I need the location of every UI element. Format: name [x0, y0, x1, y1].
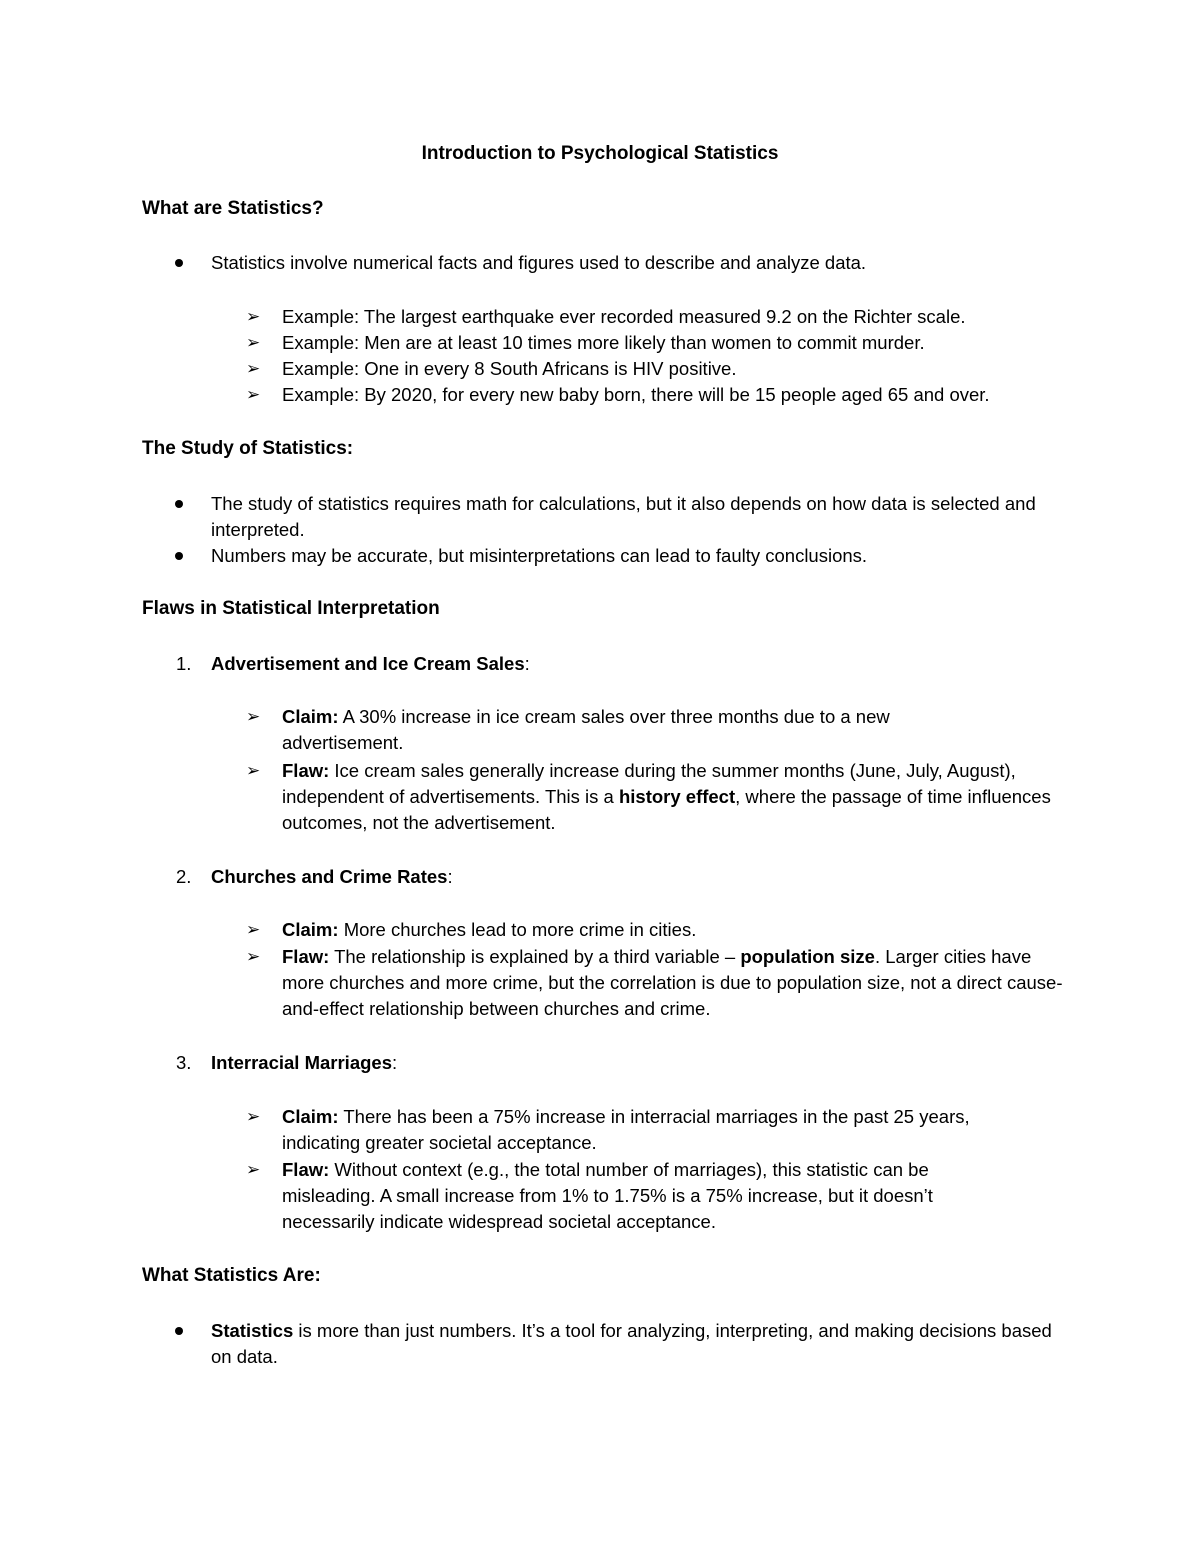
- section-heading-what-are-statistics: What are Statistics?: [142, 198, 324, 219]
- bullet-dot: [175, 500, 183, 508]
- claim-text: Claim: A 30% increase in ice cream sales over three months due to a new advertisement.: [282, 706, 890, 753]
- document-title: Introduction to Psychological Statistics: [421, 143, 779, 164]
- list-number: 2.: [176, 866, 192, 887]
- arrow-bullet-icon: ➢: [246, 947, 261, 966]
- arrow-bullet-icon: ➢: [246, 385, 261, 404]
- section-heading-study-of-statistics: The Study of Statistics:: [142, 438, 354, 459]
- bullet-dot: [175, 1327, 183, 1335]
- bullet-text: Statistics involve numerical facts and figures used to describe and analyze data.: [211, 252, 867, 273]
- example-item: Example: One in every 8 South Africans is HIV positive.: [282, 358, 737, 379]
- bullet-text: Statistics is more than just numbers. It’s a tool for analyzing, interpreting, and making decisions based on data.: [211, 1320, 1052, 1367]
- claim-text: Claim: More churches lead to more crime in cities.: [282, 919, 697, 940]
- flaw-item-title: Interracial Marriages:: [211, 1052, 398, 1073]
- arrow-bullet-icon: ➢: [246, 333, 261, 352]
- flaw-item-title: Advertisement and Ice Cream Sales:: [211, 653, 530, 674]
- bullet-dot: [175, 259, 183, 267]
- list-number: 1.: [176, 653, 192, 674]
- arrow-bullet-icon: ➢: [246, 1107, 261, 1126]
- flaw-text: Flaw: Ice cream sales generally increase during the summer months (June, July, August), independent of advertisements. This is a history effect, where the passage of time influences outcomes, not the advertisement.: [282, 760, 1051, 833]
- flaw-text: Flaw: Without context (e.g., the total number of marriages), this statistic can be misleading. A small increase from 1% to 1.75% is a 75% increase, but it doesn’t necessarily indicate widespread societal acceptance.: [282, 1159, 933, 1232]
- bullet-dot: [175, 552, 183, 560]
- section-heading-what-statistics-are: What Statistics Are:: [142, 1265, 321, 1286]
- claim-text: Claim: There has been a 75% increase in interracial marriages in the past 25 years, indicating greater societal acceptance.: [282, 1106, 970, 1153]
- bullet-text: Numbers may be accurate, but misinterpretations can lead to faulty conclusions.: [211, 545, 868, 566]
- arrow-bullet-icon: ➢: [246, 761, 261, 780]
- flaw-item-title: Churches and Crime Rates:: [211, 866, 453, 887]
- flaw-text: Flaw: The relationship is explained by a third variable – population size. Larger cities have more churches and more crime, but the correlation is due to population size, not a direct cause-and-effect relationship between churches and crime.: [282, 946, 1063, 1019]
- section-heading-flaws: Flaws in Statistical Interpretation: [142, 598, 440, 619]
- arrow-bullet-icon: ➢: [246, 920, 261, 939]
- arrow-bullet-icon: ➢: [246, 1160, 261, 1179]
- bullet-text: The study of statistics requires math for calculations, but it also depends on how data is selected and interpreted.: [211, 493, 1036, 540]
- example-item: Example: By 2020, for every new baby born, there will be 15 people aged 65 and over.: [282, 384, 990, 405]
- arrow-bullet-icon: ➢: [246, 307, 261, 326]
- list-number: 3.: [176, 1052, 192, 1073]
- arrow-bullet-icon: ➢: [246, 359, 261, 378]
- arrow-bullet-icon: ➢: [246, 707, 261, 726]
- example-item: Example: Men are at least 10 times more likely than women to commit murder.: [282, 332, 925, 353]
- example-item: Example: The largest earthquake ever recorded measured 9.2 on the Richter scale.: [282, 306, 966, 327]
